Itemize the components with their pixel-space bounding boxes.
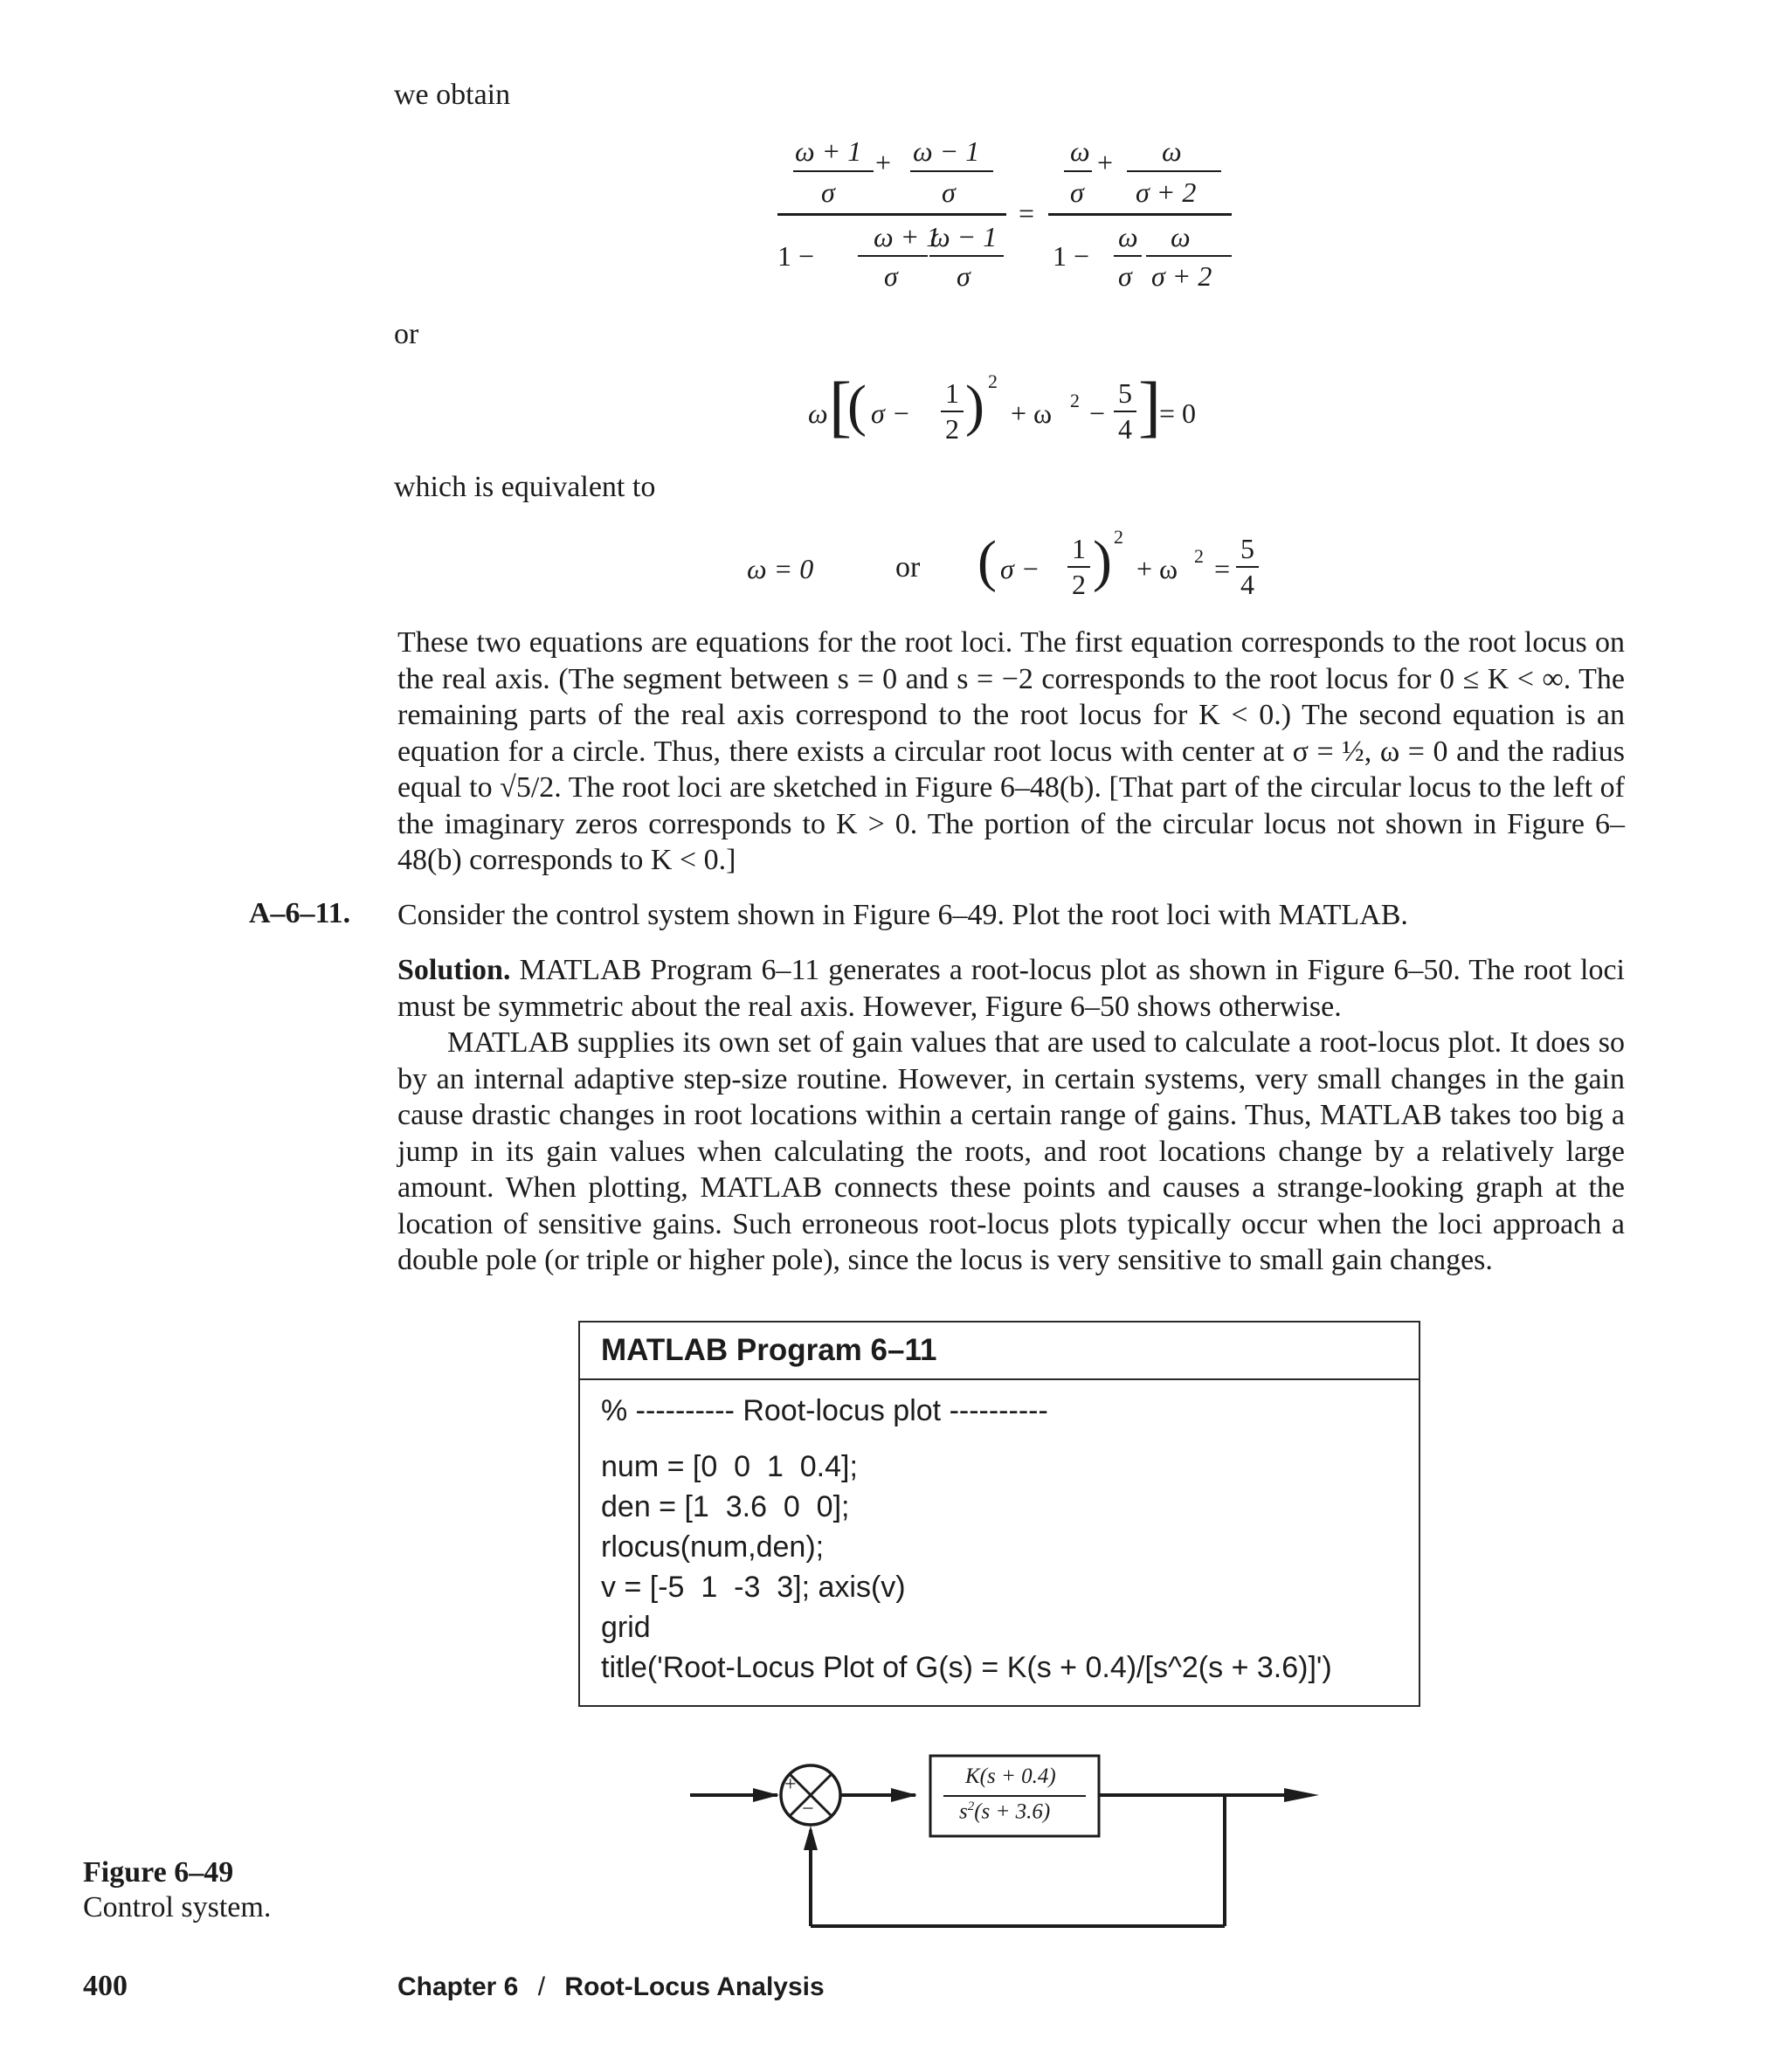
eq2-plus-omega: + ω xyxy=(1011,397,1053,429)
figure-caption: Control system. xyxy=(83,1891,272,1924)
footer-chapter xyxy=(397,1972,825,2002)
eq1-sigma-b: σ xyxy=(942,176,956,208)
equation-1 xyxy=(769,131,1240,297)
code-line-den: den = [1 3.6 0 0]; xyxy=(601,1490,850,1523)
solution-block xyxy=(397,952,1625,1279)
eq2-eq-zero: = 0 xyxy=(1159,397,1197,429)
eq1-plus: + xyxy=(875,147,892,178)
input-arrowhead xyxy=(753,1788,779,1802)
footer-chapter-label: Chapter 6 xyxy=(397,1972,519,2001)
eq1-den-b: ω − 1 xyxy=(930,221,998,252)
tf-numerator: K(s + 0.4) xyxy=(965,1765,1056,1788)
eq3-sigma: σ − xyxy=(1000,553,1040,584)
footer-separator: / xyxy=(537,1972,546,2001)
eq3-sq: 2 xyxy=(1114,526,1123,548)
eq3-omega-sq: 2 xyxy=(1194,545,1204,567)
eq1-right-num-a: ω xyxy=(1070,135,1090,167)
eq3-plus-omega: + ω xyxy=(1136,553,1178,584)
code-line-1: % ---------- Root-locus plot ---------- xyxy=(601,1394,1048,1427)
eq1-left-num-b: ω − 1 xyxy=(913,135,980,167)
problem-label: A–6–11. xyxy=(249,897,351,929)
eq1-den-sigma-a: σ xyxy=(884,260,898,292)
eq1-right-den-omega-a: ω xyxy=(1118,221,1138,252)
eq2-sq: 2 xyxy=(988,370,998,392)
paragraph-1-text: These two equations are equations for the root loci. The first equation corresponds to the root locus on the real axis. (The segment between s = 0 and s = −2 corresponds to the root locus for 0 ≤ K < ∞. The remaining parts of the real axis correspond to the root locus for K < 0.) The second equation is an equation for a circle. Thus, there exists a circular root locus with center at σ = ½, ω = 0 and the radius equal to √5/2. The root loci are sketched in Figure 6–48(b). [That part of the circular locus to the left of the imaginary zeros corresponds to K > 0. The portion of the circular locus not shown in Figure 6–48(b) corresponds to K < 0.] xyxy=(397,626,1625,876)
eq1-left-num-a: ω + 1 xyxy=(795,135,862,167)
program-title: MATLAB Program 6–11 xyxy=(580,1323,1419,1380)
eq1-right-den-sigma: σ xyxy=(1118,260,1132,292)
eq3-one: 1 xyxy=(1072,533,1086,564)
solution-text: MATLAB Program 6–11 generates a root-locus plot as shown in Figure 6–50. The root loci must be symmetric about the real axis. However, Figure 6–50 shows otherwise. xyxy=(397,954,1626,1023)
eq3-four: 4 xyxy=(1240,569,1254,600)
eq1-equals: = xyxy=(1019,197,1035,229)
eq2-omega-sq: 2 xyxy=(1070,390,1080,411)
code-line-blank xyxy=(580,1431,1419,1447)
equation-2: ω [ ( σ − 1 2 ) 2 + ω 2 − 5 4 ] = 0 xyxy=(808,368,1197,445)
tf-denominator: $s^2(s + 3.6)$ xyxy=(959,1799,1051,1824)
eq1-sigma-a: σ xyxy=(821,176,835,208)
paragraph-root-loci xyxy=(397,625,1625,879)
code-line-title: title('Root-Locus Plot of G(s) = K(s + 0.4)/[s^2(s + 3.6)]') xyxy=(601,1651,1332,1684)
eq1-right-den-sigma2: σ + 2 xyxy=(1151,260,1212,292)
solution-label: Solution. xyxy=(397,954,511,986)
eq2-four: 4 xyxy=(1118,413,1132,445)
junction-minus: − xyxy=(802,1798,814,1820)
eq1-right-plus: + xyxy=(1097,147,1114,178)
eq3-two: 2 xyxy=(1072,569,1086,600)
code-line-num: num = [0 0 1 0.4]; xyxy=(601,1450,858,1483)
code-line-rlocus: rlocus(num,den); xyxy=(601,1530,825,1564)
eq1-den-a: ω + 1 xyxy=(874,221,941,252)
text-or: or xyxy=(394,318,419,350)
solution-para2: MATLAB supplies its own set of gain values that are used to calculate a root-locus plot. It does so by an internal adaptive step-size routine. However, in certain systems, very small changes in the gain cause drastic changes in root locations within a certain range of gains. Thus, MATLAB takes too big a jump in its gain values when calculating the roots, and root locations change by a relatively large amount. When plotting, MATLAB connects these points and causes a strange-looking graph at the location of sensitive gains. Such erroneous root-locus plots typically occur when the loci approach a double pole (or triple or higher pole), since the locus is very sensitive to small gain changes. xyxy=(397,1026,1625,1276)
figure-label: Figure 6–49 xyxy=(83,1856,234,1889)
feedback-arrowhead xyxy=(804,1826,818,1850)
eq1-right-den-omega-b: ω xyxy=(1171,221,1191,252)
code-line-axis: v = [-5 1 -3 3]; axis(v) xyxy=(601,1571,906,1604)
eq2-two: 2 xyxy=(945,413,959,445)
eq3-five: 5 xyxy=(1240,533,1254,564)
footer-title: Root-Locus Analysis xyxy=(564,1972,825,2001)
eq2-omega: ω xyxy=(808,397,828,429)
problem-text: Consider the control system shown in Figure 6–49. Plot the root loci with MATLAB. xyxy=(397,899,1408,931)
eq3-omega-zero: ω = 0 xyxy=(747,553,814,584)
eq2-minus: − xyxy=(1089,397,1106,429)
text-we-obtain: we obtain xyxy=(394,79,511,111)
eq1-right-sigma: σ xyxy=(1070,176,1084,208)
eq2-one: 1 xyxy=(945,377,959,409)
code-line-grid: grid xyxy=(601,1611,651,1644)
text-equivalent: which is equivalent to xyxy=(394,471,656,503)
eq1-right-sigma2: σ + 2 xyxy=(1136,176,1197,208)
eq2-five: 5 xyxy=(1118,377,1132,409)
junction-plus: + xyxy=(784,1773,797,1796)
equation-3: ω = 0 or ( σ − 1 2 ) 2 + ω 2 = 5 4 xyxy=(747,522,1271,610)
eq1-den-prefix: 1 − xyxy=(777,240,815,272)
eq1-den-sigma-b: σ xyxy=(957,260,970,292)
eq3-or: or xyxy=(895,551,921,584)
eq1-right-num-b: ω xyxy=(1162,135,1182,167)
output-arrowhead xyxy=(1284,1788,1319,1802)
matlab-program-box xyxy=(578,1321,1420,1707)
eq3-equals: = xyxy=(1214,553,1231,584)
eq2-sigma: σ − xyxy=(871,397,911,429)
eq1-right-den-prefix: 1 − xyxy=(1053,240,1090,272)
page-number: 400 xyxy=(83,1970,128,2002)
